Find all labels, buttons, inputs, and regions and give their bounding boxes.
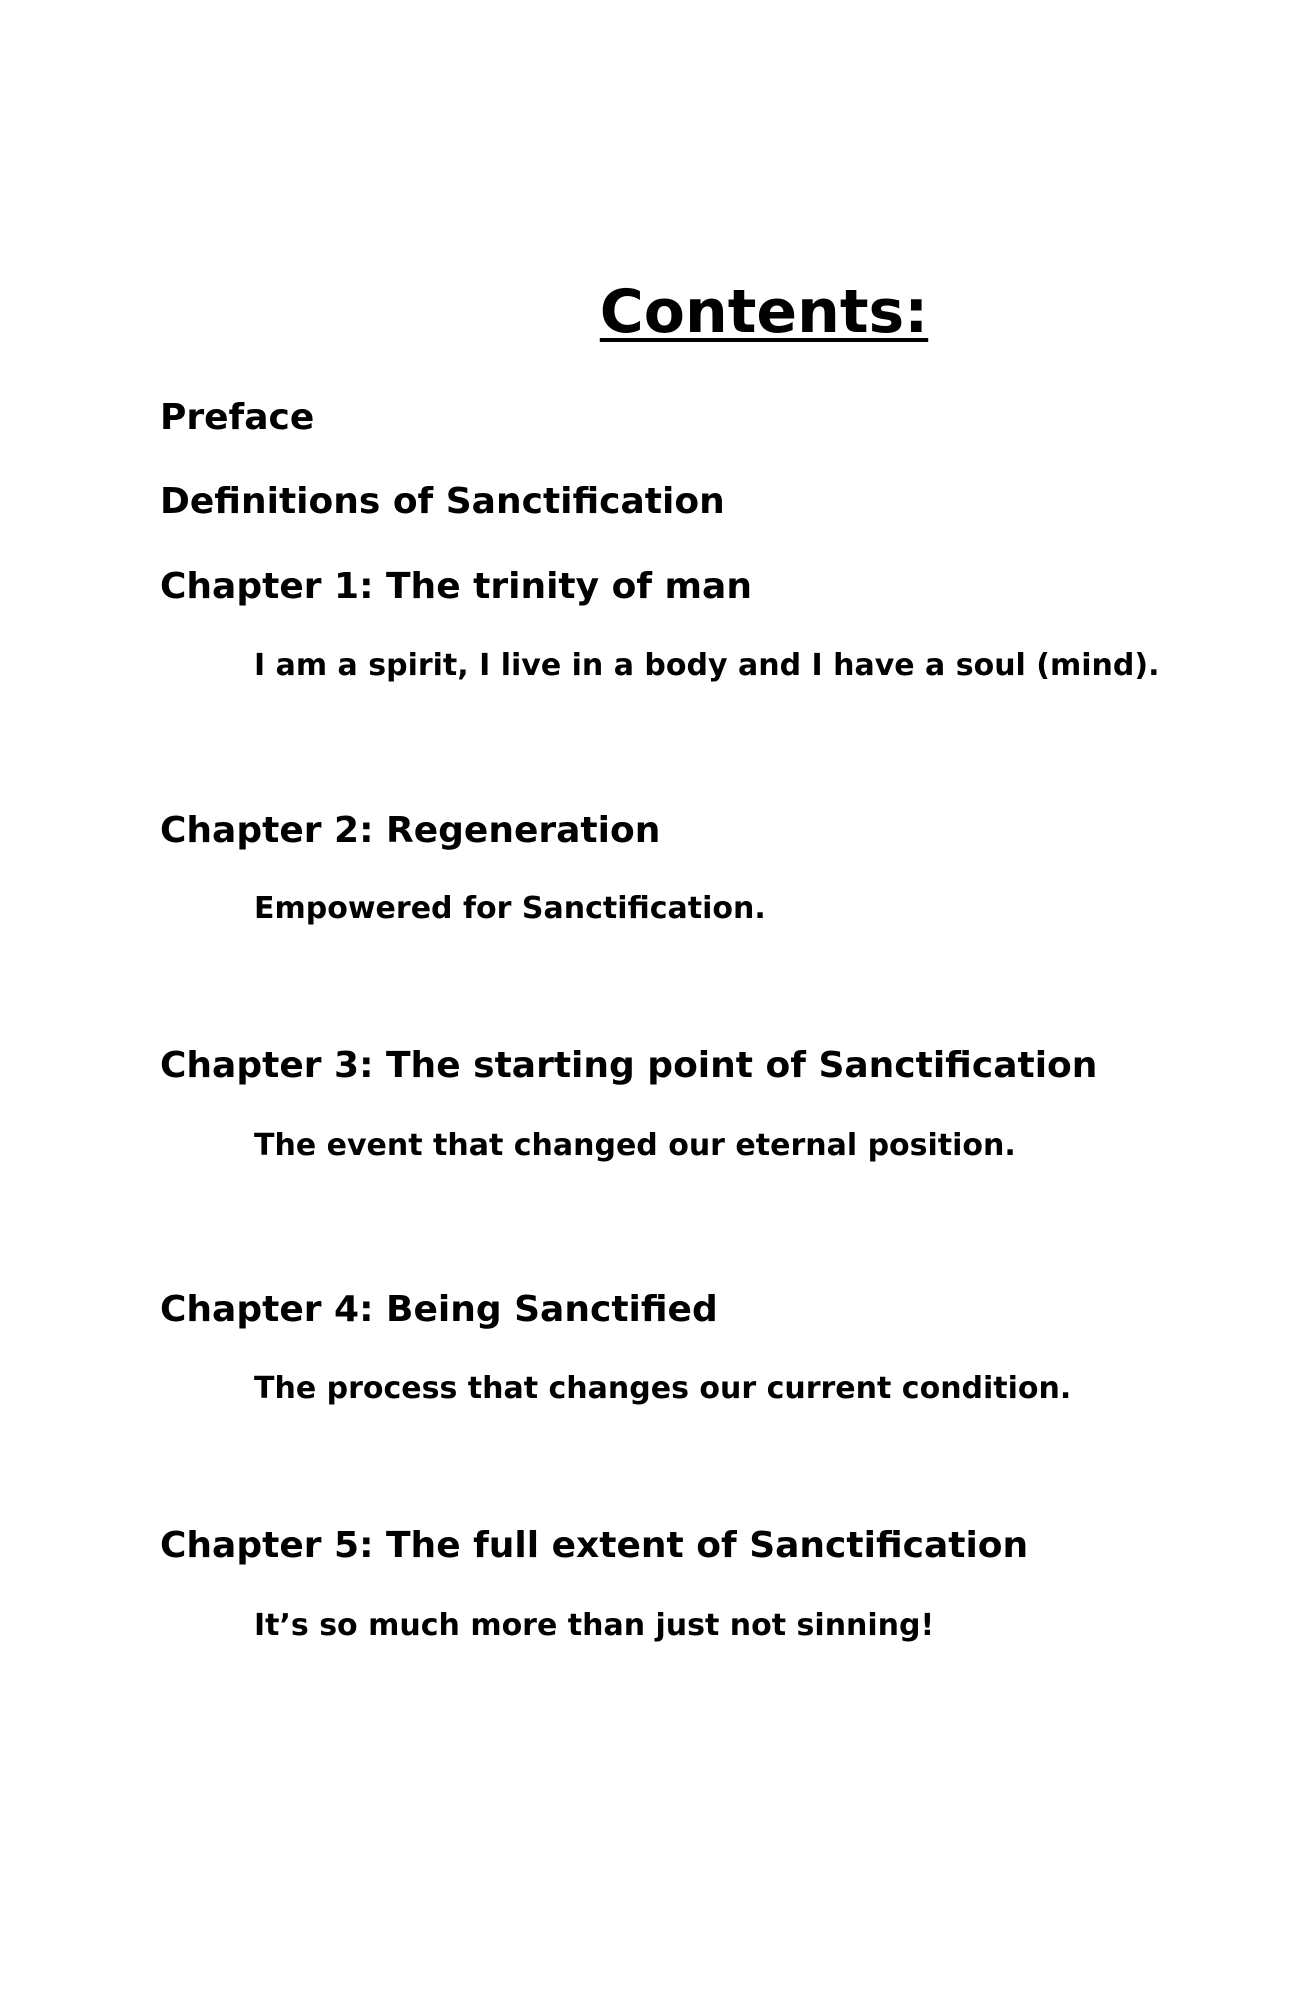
toc-entry-chapter-2: Chapter 2: Regeneration: [160, 810, 661, 851]
toc-entry-chapter-3: Chapter 3: The starting point of Sanctification: [160, 1045, 1098, 1086]
toc-entry-chapter-1: Chapter 1: The trinity of man: [160, 566, 752, 607]
toc-subtitle-chapter-4: The process that changes our current condition.: [254, 1371, 1072, 1406]
toc-entry-definitions: Definitions of Sanctification: [160, 481, 725, 522]
toc-entry-chapter-4: Chapter 4: Being Sanctified: [160, 1289, 718, 1330]
toc-subtitle-chapter-3: The event that changed our eternal position.: [254, 1128, 1016, 1163]
toc-subtitle-chapter-5: It’s so much more than just not sinning!: [254, 1608, 935, 1643]
toc-entry-preface: Preface: [160, 397, 315, 438]
page-title-text: Contents:: [599, 277, 929, 347]
page-title: [0, 278, 1304, 347]
toc-subtitle-chapter-2: Empowered for Sanctification.: [254, 891, 766, 926]
toc-entry-chapter-5: Chapter 5: The full extent of Sanctification: [160, 1525, 1029, 1566]
toc-subtitle-chapter-1: I am a spirit, I live in a body and I have a soul (mind).: [254, 648, 1160, 683]
